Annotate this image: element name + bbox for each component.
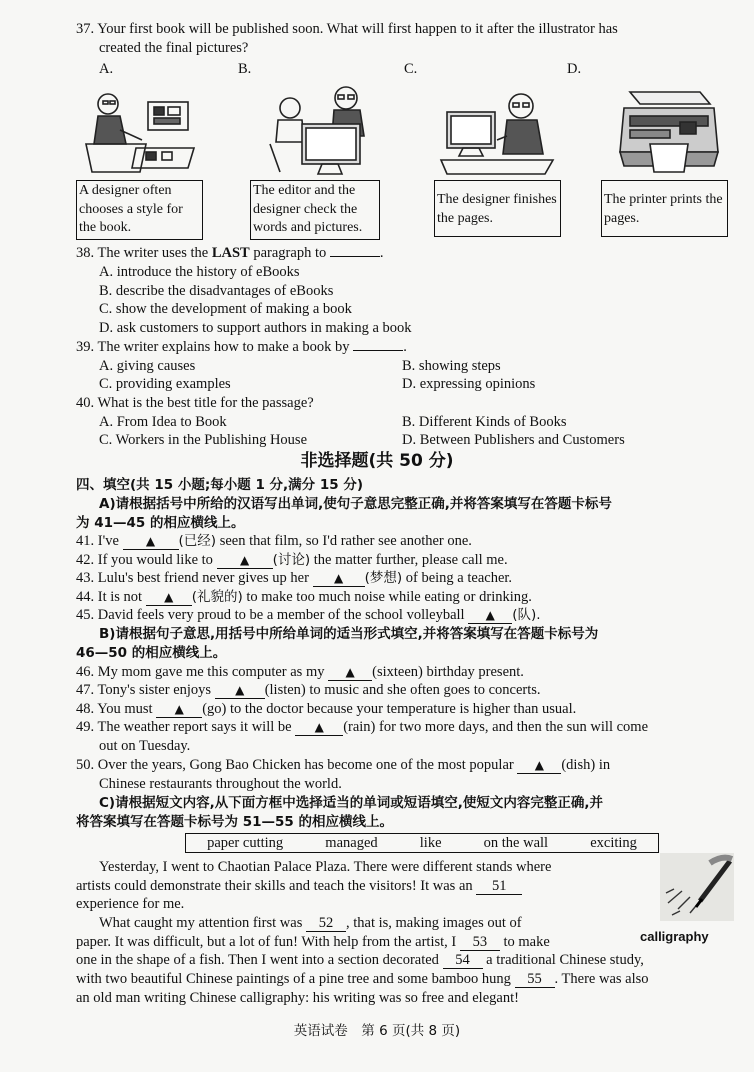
word-bank-item: on the wall bbox=[483, 834, 549, 851]
passage-line: experience for me. bbox=[76, 896, 185, 912]
q37-stem-line2: created the final pictures? bbox=[99, 40, 249, 56]
q37-option-a-caption: A designer often chooses a style for the book. bbox=[76, 180, 203, 240]
part4-a-instruction-line2: 为 41—45 的相应横线上。 bbox=[76, 515, 245, 531]
q47: 47. Tony's sister enjoys ▲ (listen) to music and she often goes to concerts. bbox=[76, 682, 541, 698]
answer-blank: ▲ bbox=[328, 665, 372, 681]
passage-line: with two beautiful Chinese paintings of a pine tree and some bamboo hung 55 . There was also bbox=[76, 971, 649, 987]
word-bank-item: managed bbox=[325, 834, 378, 851]
q45: 45. David feels very proud to be a member of the school volleyball ▲ (队). bbox=[76, 607, 541, 623]
part4-b-instruction-line2: 46—50 的相应横线上。 bbox=[76, 645, 227, 661]
answer-blank: ▲ bbox=[215, 683, 265, 699]
answer-blank-53: 53 bbox=[460, 935, 500, 951]
word-bank-item: like bbox=[419, 834, 442, 851]
q50-line1: 50. Over the years, Gong Bao Chicken has become one of the most popular ▲ (dish) in bbox=[76, 757, 611, 773]
section-title: 非选择题(共 50 分) bbox=[300, 451, 454, 471]
part4-b-instruction-line1: B)请根据句子意思,用括号中所给单词的适当形式填空,并将答案填写在答题卡标号为 bbox=[99, 626, 599, 642]
q48: 48. You must ▲ (go) to the doctor because your temperature is higher than usual. bbox=[76, 701, 577, 717]
q42: 42. If you would like to ▲ (讨论) the matter further, please call me. bbox=[76, 552, 508, 568]
q39-option-b: B. showing steps bbox=[402, 358, 501, 374]
q39-option-c: C. providing examples bbox=[99, 376, 231, 392]
editor-and-designer-illustration bbox=[250, 82, 385, 178]
answer-blank: ▲ bbox=[295, 720, 343, 736]
answer-blank-51: 51 bbox=[476, 879, 522, 895]
answer-blank: ▲ bbox=[123, 534, 179, 550]
q46: 46. My mom gave me this computer as my ▲ (sixteen) birthday present. bbox=[76, 664, 524, 680]
answer-blank: ▲ bbox=[146, 590, 192, 606]
answer-blank: ▲ bbox=[217, 553, 273, 569]
q43: 43. Lulu's best friend never gives up her ▲ (梦想) of being a teacher. bbox=[76, 570, 513, 586]
q39-stem: 39. The writer explains how to make a book by . bbox=[76, 339, 407, 355]
passage-line: an old man writing Chinese calligraphy: his writing was so free and elegant! bbox=[76, 990, 519, 1006]
answer-blank: ▲ bbox=[468, 608, 512, 624]
q49-line1: 49. The weather report says it will be ▲ (rain) for two more days, and then the sun will come bbox=[76, 719, 649, 735]
q40-stem: 40. What is the best title for the passage? bbox=[76, 395, 314, 411]
calligraphy-photo bbox=[660, 853, 734, 921]
answer-blank bbox=[353, 350, 403, 351]
word-bank-item: paper cutting bbox=[207, 834, 284, 851]
calligraphy-label: calligraphy bbox=[640, 929, 709, 944]
q40-option-a: A. From Idea to Book bbox=[99, 414, 227, 430]
q44: 44. It is not ▲ (礼貌的) to make too much noise while eating or drinking. bbox=[76, 589, 532, 605]
q38-option-c: C. show the development of making a book bbox=[99, 301, 352, 317]
answer-blank-55: 55 bbox=[515, 972, 555, 988]
q37-option-a-letter: A. bbox=[99, 61, 114, 77]
q38-option-b: B. describe the disadvantages of eBooks bbox=[99, 283, 334, 299]
designer-at-computer-illustration bbox=[437, 82, 562, 178]
q37-option-b-caption: The editor and the designer check the words and pictures. bbox=[250, 180, 380, 240]
q49-line2: out on Tuesday. bbox=[99, 738, 191, 754]
answer-blank: ▲ bbox=[313, 571, 365, 587]
q38-stem: 38. The writer uses the LAST paragraph to . bbox=[76, 245, 384, 261]
q40-option-c: C. Workers in the Publishing House bbox=[99, 432, 308, 448]
passage-line: artists could demonstrate their skills and teach the visitors! It was an 51 bbox=[76, 877, 522, 896]
passage-line: one in the shape of a fish. Then I went into a section decorated 54 a traditional Chinese study, bbox=[76, 952, 644, 968]
q37-option-d-caption: The printer prints the pages. bbox=[601, 180, 728, 237]
part4-a-instruction-line1: A)请根据括号中所给的汉语写出单词,使句子意思完整正确,并将答案填写在答题卡标号 bbox=[99, 496, 612, 512]
answer-blank: ▲ bbox=[517, 758, 561, 774]
word-bank-item: exciting bbox=[590, 834, 637, 851]
q40-option-d: D. Between Publishers and Customers bbox=[402, 432, 625, 448]
passage-line: Yesterday, I went to Chaotian Palace Plaza. There were different stands where bbox=[99, 859, 552, 875]
answer-blank-54: 54 bbox=[443, 953, 483, 969]
q37-option-c-letter: C. bbox=[404, 61, 418, 77]
q37-option-b-letter: B. bbox=[238, 61, 252, 77]
q37-stem-line1: 37. Your first book will be published soon. What will first happen to it after the illustrator has bbox=[76, 21, 618, 37]
answer-blank bbox=[330, 256, 380, 257]
printer-illustration bbox=[610, 82, 730, 178]
answer-blank: ▲ bbox=[156, 702, 202, 718]
page-footer: 英语试卷 第 6 页(共 8 页) bbox=[293, 1023, 461, 1039]
q37-option-c-caption: The designer finishes the pages. bbox=[434, 180, 561, 237]
passage-line: What caught my attention first was 52 , that is, making images out of bbox=[99, 915, 522, 931]
q40-option-b: B. Different Kinds of Books bbox=[402, 414, 567, 430]
answer-blank-52: 52 bbox=[306, 916, 346, 932]
part4-c-instruction-line1: C)请根据短文内容,从下面方框中选择适当的单词或短语填空,使短文内容完整正确,并 bbox=[99, 795, 603, 811]
passage-line: paper. It was difficult, but a lot of fun! With help from the artist, I 53 to make bbox=[76, 934, 550, 950]
q37-option-d-letter: D. bbox=[567, 61, 582, 77]
word-bank-box bbox=[185, 833, 659, 853]
q41: 41. I've ▲ (已经) seen that film, so I'd rather see another one. bbox=[76, 533, 472, 549]
q39-option-a: A. giving causes bbox=[99, 358, 196, 374]
q38-option-a: A. introduce the history of eBooks bbox=[99, 264, 300, 280]
q39-option-d: D. expressing opinions bbox=[402, 376, 536, 392]
designer-at-desk-illustration bbox=[76, 82, 201, 178]
q38-option-d: D. ask customers to support authors in making a book bbox=[99, 320, 412, 336]
q50-line2: Chinese restaurants throughout the world. bbox=[99, 776, 342, 792]
part4-heading: 四、填空(共 15 小题;每小题 1 分,满分 15 分) bbox=[76, 477, 364, 493]
part4-c-instruction-line2: 将答案填写在答题卡标号为 51—55 的相应横线上。 bbox=[76, 814, 393, 830]
